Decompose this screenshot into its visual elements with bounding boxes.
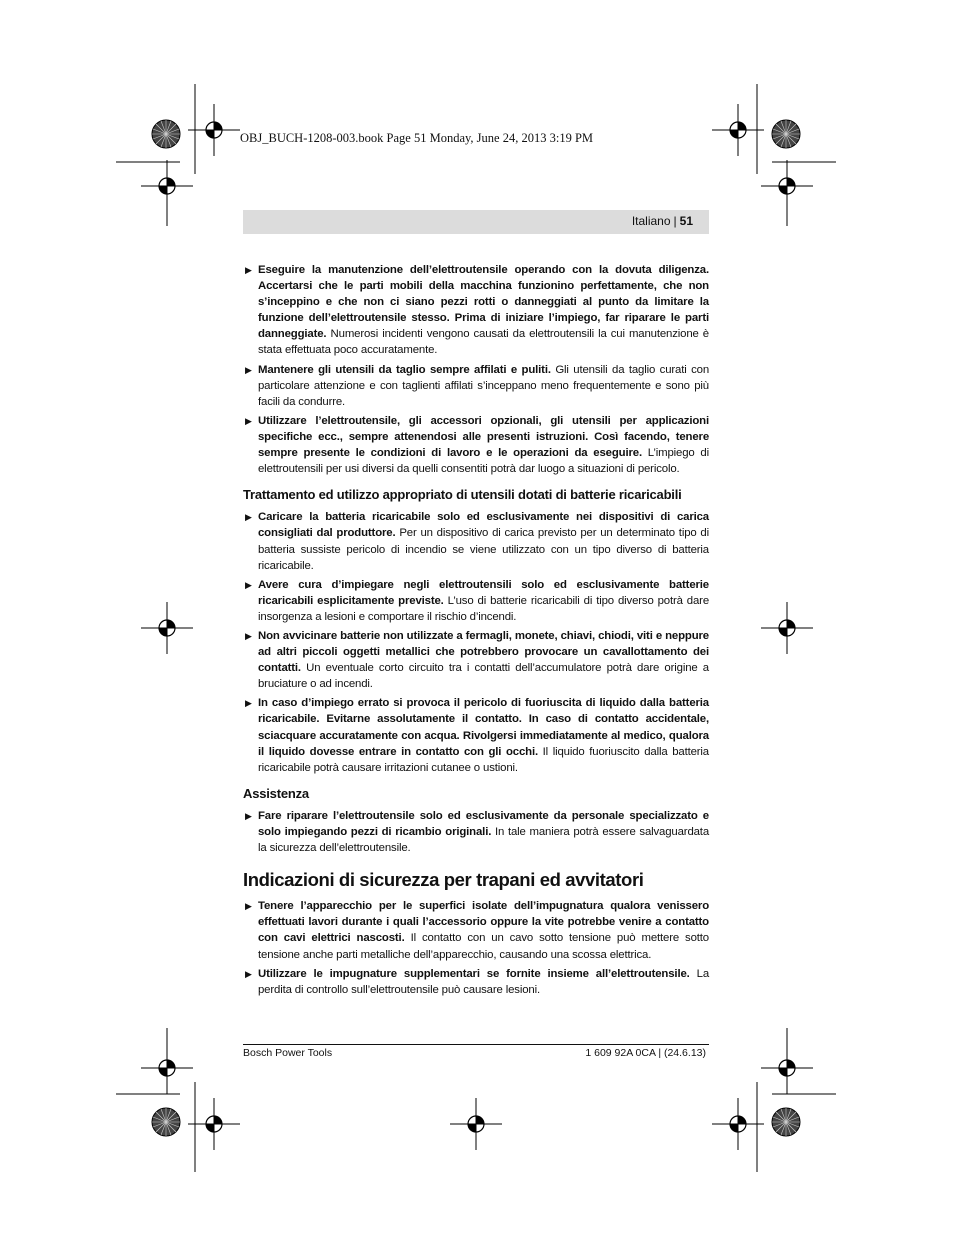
list-item bbox=[243, 628, 709, 692]
arrow-bullet-icon: ▶ bbox=[245, 901, 252, 912]
bullet-text: Un eventuale corto circuito tra i contatti dell’accumulatore potrà dare origine a bruciature o ad incendi. bbox=[258, 662, 709, 691]
footer-divider bbox=[243, 1044, 709, 1045]
list-item bbox=[243, 966, 709, 998]
block2 bbox=[243, 509, 709, 776]
header-separator: | bbox=[673, 214, 677, 228]
bullet-bold: Fare riparare l’elettroutensile solo ed esclusivamente da personale specializzato e solo impiegando pezzi di ricambio originali. bbox=[258, 809, 709, 838]
block4 bbox=[243, 898, 709, 998]
list-item bbox=[243, 898, 709, 962]
arrow-bullet-icon: ▶ bbox=[245, 512, 252, 523]
subheading-service: Assistenza bbox=[243, 785, 309, 801]
arrow-bullet-icon: ▶ bbox=[245, 630, 252, 641]
bullet-bold: In caso d’impiego errato si provoca il pericolo di fuoriuscita di liquido dalla batteria ricaricabile. Evitarne assolutamente il contatto. In caso di contatto accidentale, sciacquare accuratamente con acqua. Rivolgersi immediatamente al medico, qualora il liquido dovesse entrare in contatto con gli occhi. bbox=[258, 697, 709, 758]
bullet-bold: Mantenere gli utensili da taglio sempre affilati e puliti. bbox=[258, 363, 551, 376]
bullet-text: In tale maniera potrà essere salvaguardata la sicurezza dell’elettroutensile. bbox=[258, 826, 710, 855]
bullet-bold: Non avvicinare batterie non utilizzate a fermagli, monete, chiavi, chiodi, viti e neppure ad altri piccoli oggetti metallici che potrebbero provocare un cavallottamento dei contatti. bbox=[258, 629, 709, 675]
arrow-bullet-icon: ▶ bbox=[245, 968, 252, 979]
bullet-text: Il contatto con un cavo sotto tensione può mettere sotto tensione anche parti metalliche dell’apparecchio, causando una scossa elettrica. bbox=[258, 932, 709, 961]
block3 bbox=[243, 808, 709, 856]
bullet-text: L’impiego di elettroutensili per usi diversi da quelli consentiti potrà dar luogo a situazioni di pericolo. bbox=[258, 447, 709, 476]
subheading-batteries: Trattamento ed utilizzo appropriato di utensili dotati di batterie ricaricabili bbox=[243, 487, 682, 503]
print-slug: OBJ_BUCH-1208-003.book Page 51 Monday, June 24, 2013 3:19 PM bbox=[240, 131, 594, 145]
bullet-bold: Tenere l’apparecchio per le superfici isolate dell’impugnatura qualora venissero effettuati lavori durante i quali l’accessorio oppure la vite potrebbe venire a contatto con cavi elettrici nascosti. bbox=[258, 900, 709, 945]
list-item bbox=[243, 695, 709, 775]
main-content bbox=[243, 262, 709, 1001]
bullet-text: L’uso di batterie ricaricabili di tipo diverso potrà dare insorgenza a lesioni e comportare il rischio d’incendi. bbox=[258, 594, 709, 623]
section-title: Indicazioni di sicurezza per trapani ed avvitatori bbox=[243, 869, 644, 891]
footer-brand: Bosch Power Tools bbox=[243, 1047, 333, 1059]
bullet-text: Per un dispositivo di carica previsto per un determinato tipo di batteria sussiste pericolo di incendio se viene utilizzato con un tipo diverso di batteria ricaricabile. bbox=[258, 527, 709, 572]
bullet-text: Gli utensili da taglio curati con particolare attenzione e con taglienti affilati s’inceppano meno frequentemente e sono più facili da condurre. bbox=[258, 363, 709, 408]
list-item bbox=[243, 509, 709, 573]
page-number: 51 bbox=[679, 214, 693, 228]
header-text bbox=[632, 214, 693, 228]
arrow-bullet-icon: ▶ bbox=[245, 415, 252, 426]
block1 bbox=[243, 262, 709, 477]
list-item bbox=[243, 362, 709, 410]
arrow-bullet-icon: ▶ bbox=[245, 579, 252, 590]
list-item bbox=[243, 577, 709, 625]
header-language: Italiano bbox=[631, 214, 671, 228]
bullet-text: Numerosi incidenti vengono causati da elettroutensili la cui manutenzione è stata effettuata poco accuratamente. bbox=[258, 328, 709, 357]
arrow-bullet-icon: ▶ bbox=[245, 698, 252, 709]
page-header bbox=[243, 210, 709, 234]
bullet-bold: Caricare la batteria ricaricabile solo ed esclusivamente nei dispositivi di carica consigliati dal produttore. bbox=[258, 511, 709, 540]
bullet-bold: Utilizzare le impugnature supplementari se fornite insieme all’elettroutensile. bbox=[258, 967, 690, 980]
footer-docnumber: 1 609 92A 0CA | (24.6.13) bbox=[585, 1047, 706, 1059]
list-item bbox=[243, 262, 709, 359]
arrow-bullet-icon: ▶ bbox=[245, 810, 252, 821]
bullet-bold: Utilizzare l’elettroutensile, gli accessori opzionali, gli utensili per applicazioni specifiche ecc., sempre attenendosi alle presenti istruzioni. Così facendo, tenere sempre presente le condizioni di lavoro e le operazioni da eseguire. bbox=[258, 414, 709, 460]
list-item bbox=[243, 808, 709, 856]
bullet-bold: Avere cura d’impiegare negli elettroutensili solo ed esclusivamente batterie ricaricabili esplicitamente previste. bbox=[258, 578, 709, 607]
bullet-text: Il liquido fuoriuscito dalla batteria ricaricabile potrà causare irritazioni cutanee o ustioni. bbox=[258, 745, 709, 774]
arrow-bullet-icon: ▶ bbox=[245, 265, 252, 275]
bullet-text: La perdita di controllo sull’elettroutensile può causare lesioni. bbox=[258, 967, 710, 996]
arrow-bullet-icon: ▶ bbox=[245, 364, 252, 375]
list-item bbox=[243, 413, 709, 477]
bullet-bold: Eseguire la manutenzione dell’elettroutensile operando con la dovuta diligenza. Accertarsi che le parti mobili della macchina funzionino perfettamente, che non s’inceppino e che non ci siano pezzi rotti o danneggiati al punto da limitare la funzione dell’elettroutensile stesso. Prima di iniziare l’impiego, far riparare le parti danneggiate. bbox=[258, 264, 709, 341]
